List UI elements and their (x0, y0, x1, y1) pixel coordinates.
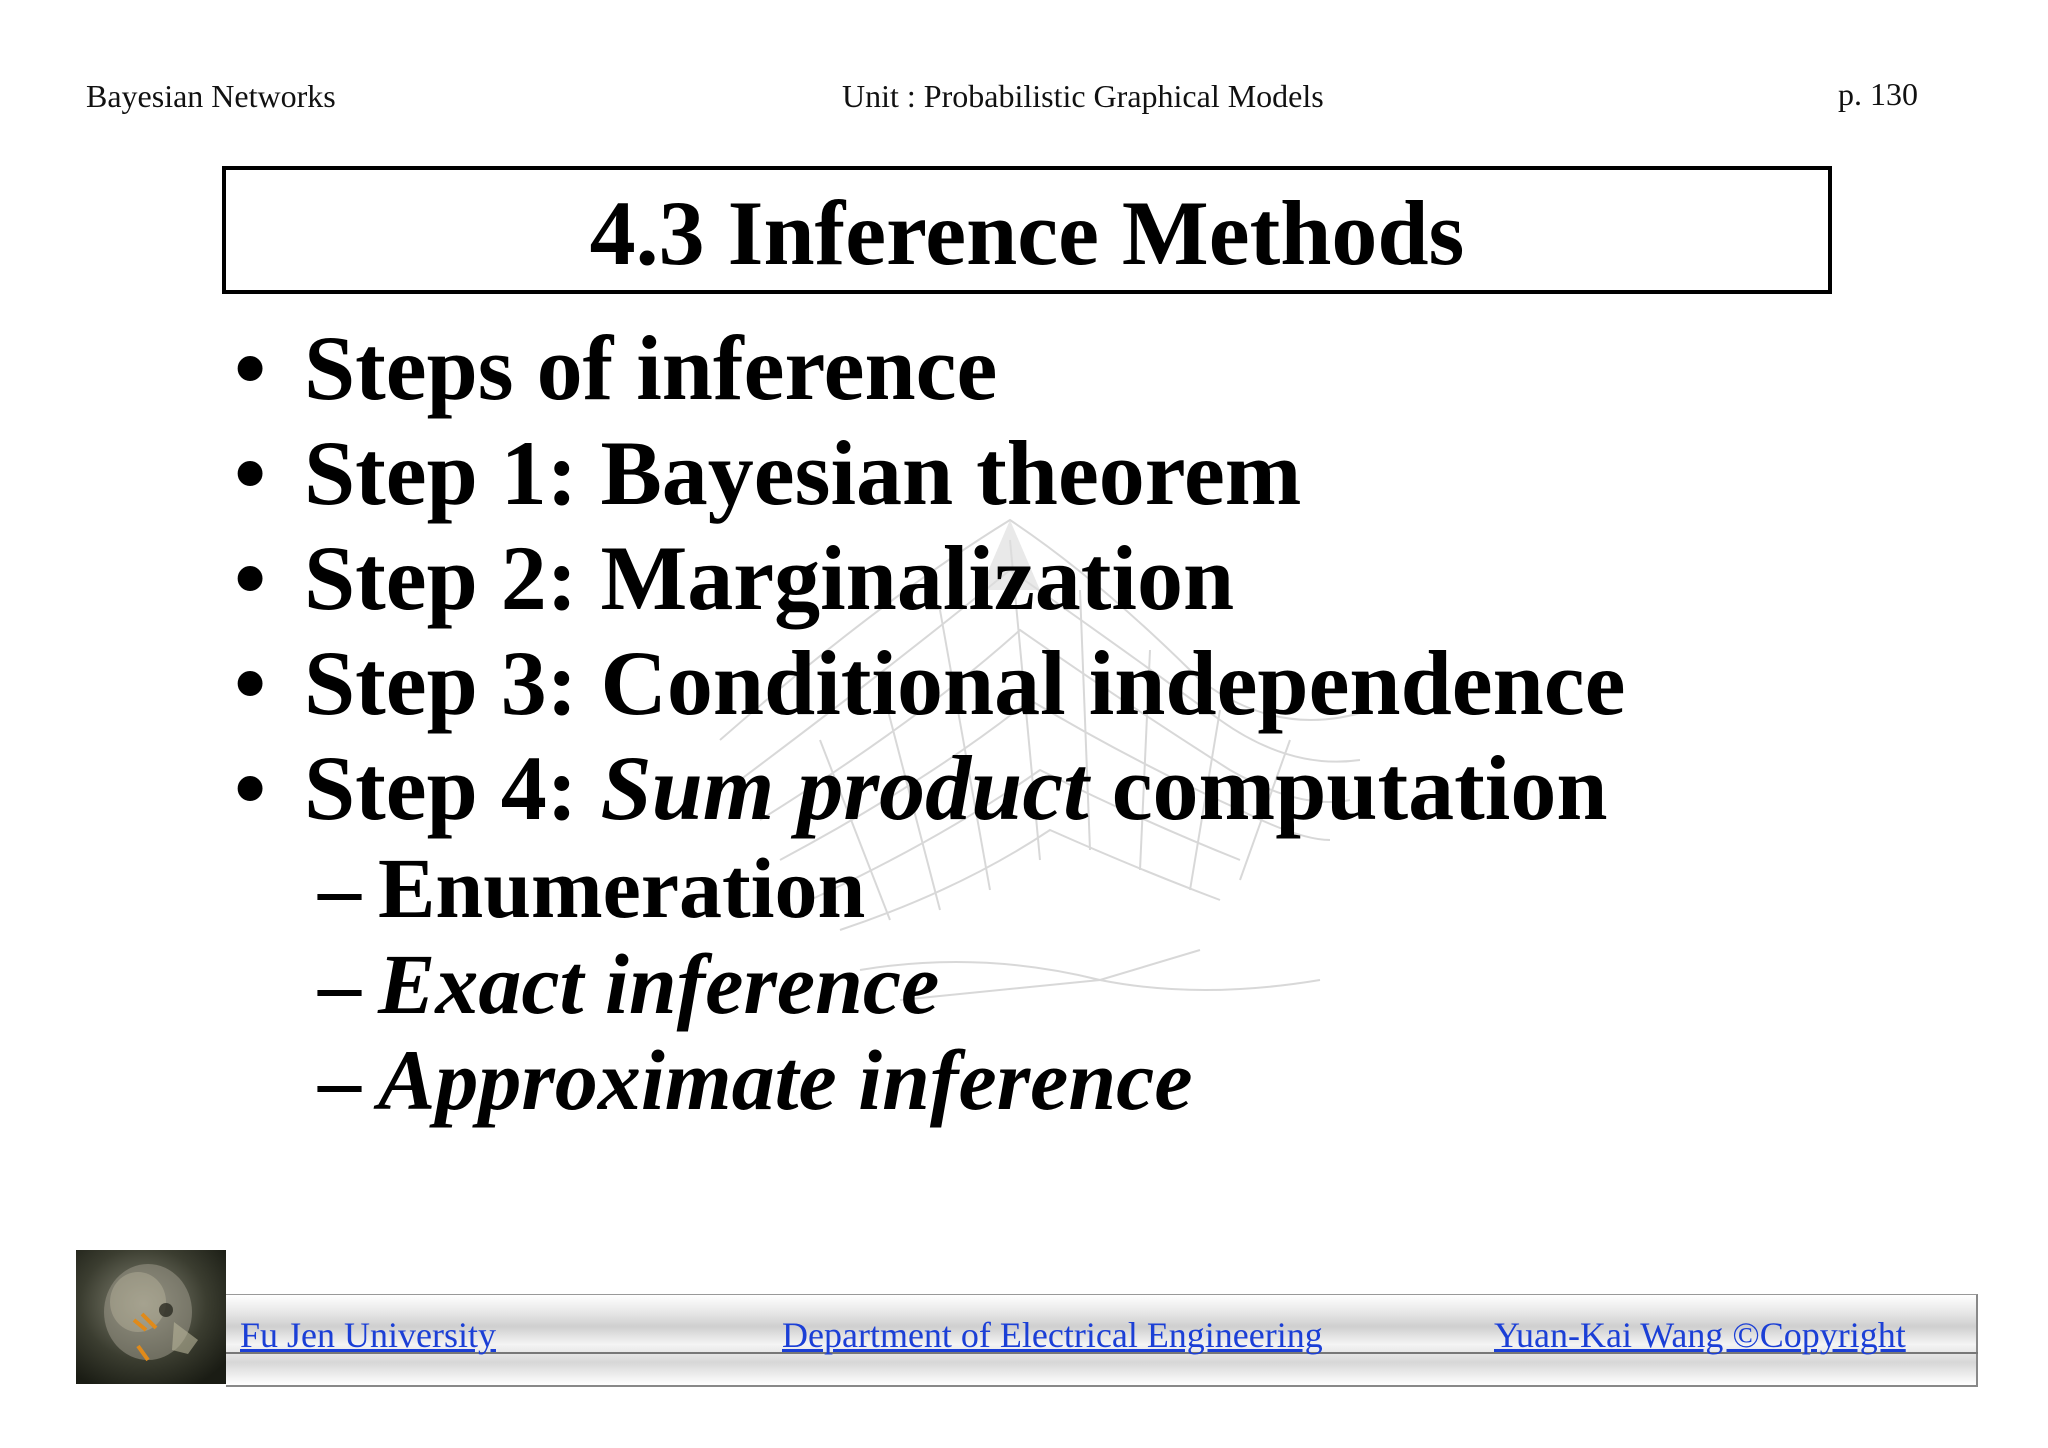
dash-marker: – (318, 840, 361, 936)
bullet-text-suffix: computation (1088, 737, 1608, 839)
sub-bullet-item (318, 1032, 1193, 1128)
bullet-item (234, 421, 1625, 526)
title-box (222, 166, 1832, 294)
bullet-text: Step 2: Marginalization (304, 527, 1235, 629)
skull-logo-icon (76, 1250, 226, 1384)
footer-copyright-link[interactable]: Yuan-Kai Wang ©Copyright (1494, 1315, 1906, 1355)
bullet-dot: • (234, 422, 267, 524)
bullet-dot: • (234, 632, 267, 734)
bullet-list (234, 316, 1625, 841)
header-course-title: Bayesian Networks (86, 78, 336, 114)
bullet-text: Step 3: Conditional independence (304, 632, 1626, 734)
sub-bullet-item (318, 840, 1193, 936)
bullet-dot: • (234, 527, 267, 629)
sub-bullet-text: Exact inference (378, 936, 940, 1032)
footer (76, 1250, 1978, 1384)
bullet-text-italic: Sum product (600, 737, 1089, 839)
footer-university-link[interactable]: Fu Jen University (240, 1315, 496, 1355)
sub-bullet-list (318, 840, 1193, 1128)
sub-bullet-text: Approximate inference (378, 1032, 1193, 1128)
sub-bullet-text: Enumeration (378, 840, 866, 936)
bullet-text: Steps of inference (304, 317, 998, 419)
footer-department-link[interactable]: Department of Electrical Engineering (782, 1315, 1323, 1355)
bullet-item (234, 736, 1625, 841)
dash-marker: – (318, 936, 361, 1032)
header-unit-title: Unit : Probabilistic Graphical Models (842, 78, 1324, 114)
bullet-text: Step 1: Bayesian theorem (304, 422, 1302, 524)
bullet-dot: • (234, 317, 267, 419)
sub-bullet-item (318, 936, 1193, 1032)
dash-marker: – (318, 1032, 361, 1128)
slide-title: 4.3 Inference Methods (589, 182, 1465, 284)
bullet-item (234, 316, 1625, 421)
bullet-item (234, 526, 1625, 631)
header-page-number: p. 130 (1838, 76, 1918, 112)
bullet-item (234, 631, 1625, 736)
bullet-dot: • (234, 737, 267, 839)
bullet-text-prefix: Step 4: (304, 737, 601, 839)
